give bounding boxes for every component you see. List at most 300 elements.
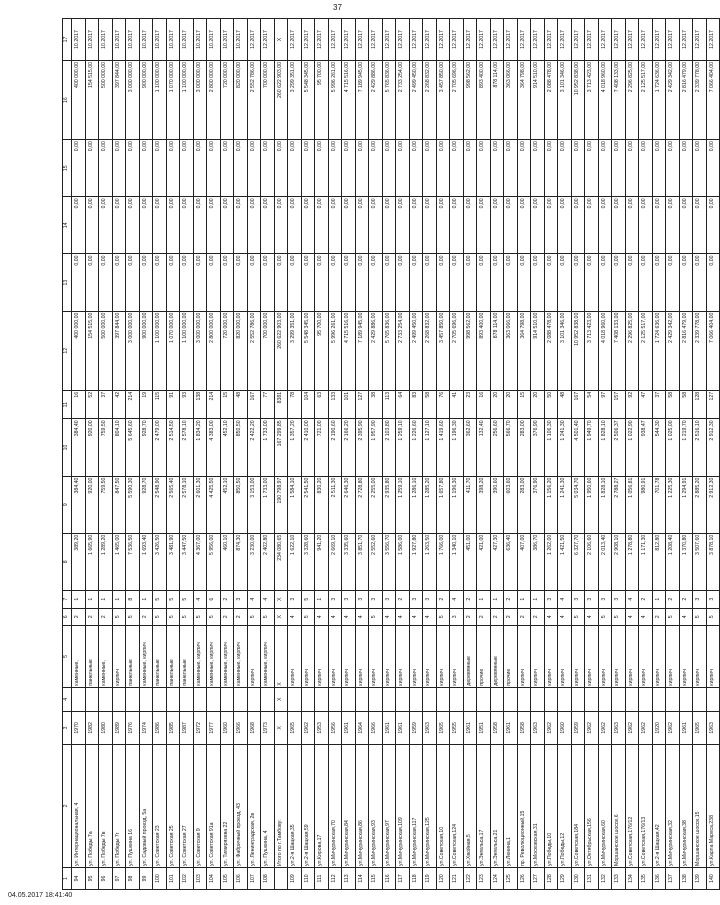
table-cell: ул. Советская 25: [166, 744, 180, 867]
table-cell: 138: [679, 868, 693, 890]
table-cell: 1960: [558, 711, 572, 744]
table-cell: 2 402,80: [261, 533, 275, 590]
table-row: [436, 19, 450, 890]
table-cell: кирпич: [450, 626, 464, 688]
table-cell: 4: [193, 590, 207, 608]
table-cell: 10.2017: [72, 19, 86, 61]
table-cell: 2 103,80: [382, 419, 396, 476]
table-cell: 0,00: [585, 254, 599, 311]
table-cell: ул. Садовый проезд, 5а: [139, 744, 153, 867]
table-cell: 128: [544, 868, 558, 890]
table-cell: 214: [207, 390, 221, 419]
table-cell: 5 645,60: [126, 419, 140, 476]
table-cell: 0,00: [261, 254, 275, 311]
table-cell: 720 000,00: [220, 311, 234, 390]
table-cell: 941,20: [315, 533, 329, 590]
table-cell: 58: [423, 390, 437, 419]
table-cell: панельные: [153, 626, 167, 688]
table-cell: 12.2017: [369, 19, 383, 61]
table-cell: 2 548,90: [153, 476, 167, 533]
table-cell: ул.Мичуринская,60: [598, 744, 612, 867]
table-cell: 1 657,80: [436, 476, 450, 533]
table-cell: 2 646,30: [342, 476, 356, 533]
table-cell: 0,00: [288, 197, 302, 254]
table-cell: 0,00: [706, 140, 720, 197]
table-cell: 0,00: [193, 197, 207, 254]
table-cell: [247, 687, 261, 711]
table-cell: 104: [301, 390, 315, 419]
table-cell: 1962: [585, 711, 599, 744]
table-cell: 15: [517, 390, 531, 419]
table-cell: кирпич: [544, 626, 558, 688]
column-number-cell: 15: [63, 140, 72, 197]
table-cell: 95: [85, 868, 99, 890]
table-cell: 4 383,00: [207, 419, 221, 476]
table-cell: 214: [126, 390, 140, 419]
table-cell: 0,00: [409, 140, 423, 197]
table-cell: ул. Победы 7в: [99, 744, 113, 867]
table-cell: 0,00: [436, 254, 450, 311]
table-cell: 0,00: [355, 197, 369, 254]
table-cell: 2: [504, 608, 518, 626]
table-cell: 1976: [126, 711, 140, 744]
table-cell: ул. Победы 7г: [112, 744, 126, 867]
table-cell: 5: [693, 608, 707, 626]
table-cell: 3 713 423,00: [585, 311, 599, 390]
table-cell: 0,00: [180, 254, 194, 311]
table-cell: ул.Хвойная,5: [463, 744, 477, 867]
header-row: [63, 19, 72, 890]
table-cell: X: [274, 19, 288, 61]
table-cell: 12.2017: [315, 19, 329, 61]
table-cell: 0,00: [85, 254, 99, 311]
table-cell: 4: [288, 608, 302, 626]
table-cell: 850,50: [234, 476, 248, 533]
table-cell: 4 018 960,00: [598, 60, 612, 139]
table-cell: 1959: [409, 711, 423, 744]
table-cell: 0,00: [85, 140, 99, 197]
table-cell: 920,00: [85, 476, 99, 533]
table-cell: 3 335,60: [342, 533, 356, 590]
table-cell: 700 000,00: [261, 311, 275, 390]
table-cell: ул.Мичуринская,117: [409, 744, 423, 867]
table-cell: 12.2017: [382, 19, 396, 61]
table-cell: 2 106,60: [585, 533, 599, 590]
table-cell: 127: [531, 868, 545, 890]
table-cell: 0,00: [382, 254, 396, 311]
table-cell: 0,00: [585, 197, 599, 254]
table-cell: Итого по г.Тамбову:: [274, 744, 288, 867]
table-cell: кирпич: [315, 626, 329, 688]
table-cell: 928,70: [139, 476, 153, 533]
table-cell: 820 000,00: [234, 60, 248, 139]
table-cell: 111: [315, 868, 329, 890]
table-cell: 5 590,30: [126, 476, 140, 533]
table-cell: 0,00: [99, 254, 113, 311]
table-cell: 126: [517, 868, 531, 890]
table-cell: 1 100 000,00: [180, 311, 194, 390]
table-cell: Моршанское шоссе,15: [693, 744, 707, 867]
table-cell: кирпич: [517, 626, 531, 688]
table-cell: 12.2017: [531, 19, 545, 61]
table-cell: 12.2017: [585, 19, 599, 61]
table-cell: 0,00: [639, 197, 653, 254]
table-cell: 850,50: [234, 419, 248, 476]
table-cell: 1963: [612, 711, 626, 744]
table-cell: 0,00: [328, 140, 342, 197]
table-cell: 0,00: [247, 140, 261, 197]
table-cell: 2 514,50: [166, 419, 180, 476]
table-row: [652, 19, 666, 890]
table-cell: 0,00: [396, 254, 410, 311]
table-row: [315, 19, 329, 890]
table-cell: 114: [355, 868, 369, 890]
table-cell: 1 834,20: [193, 419, 207, 476]
table-cell: 1: [139, 590, 153, 608]
table-cell: 4: [544, 608, 558, 626]
table-cell: деревянные: [463, 626, 477, 688]
table-cell: ул.Московская,31: [531, 744, 545, 867]
table-cell: 91: [166, 390, 180, 419]
table-cell: 1974: [139, 711, 153, 744]
table-cell: 1 357,20: [288, 419, 302, 476]
table-cell: 1963: [531, 711, 545, 744]
table-cell: 1 465,00: [112, 533, 126, 590]
table-cell: 878 114,00: [490, 60, 504, 139]
table-cell: 411,70: [463, 476, 477, 533]
table-cell: ул.Кирова,17: [315, 744, 329, 867]
table-cell: 4: [450, 590, 464, 608]
table-cell: 1986: [153, 711, 167, 744]
table-cell: 1 927,80: [409, 533, 423, 590]
table-cell: 0,00: [463, 254, 477, 311]
table-cell: 2 912,30: [706, 476, 720, 533]
table-cell: 167 299,85: [274, 419, 288, 476]
table-cell: 0,00: [639, 140, 653, 197]
table-cell: 3 000 000,00: [126, 311, 140, 390]
table-cell: 123: [477, 868, 491, 890]
table-cell: 96: [99, 868, 113, 890]
table-cell: 2 705 696,00: [450, 311, 464, 390]
table-cell: 23: [463, 390, 477, 419]
table-cell: 37: [652, 390, 666, 419]
table-cell: 566,70: [504, 419, 518, 476]
table-cell: 12.2017: [490, 19, 504, 61]
rotated-table-container: [62, 18, 715, 890]
table-cell: ул. Интернациональная, 4: [72, 744, 86, 867]
table-cell: 2 935,80: [382, 476, 396, 533]
table-cell: 452,10: [220, 476, 234, 533]
table-cell: 0,00: [247, 254, 261, 311]
table-cell: [261, 687, 275, 711]
table-cell: 0,00: [112, 197, 126, 254]
table-cell: ул. Ленинградская, 2в: [247, 744, 261, 867]
table-cell: 4: [382, 608, 396, 626]
table-cell: 4: [585, 608, 599, 626]
table-cell: 2 816 479,00: [679, 60, 693, 139]
table-cell: 1: [477, 590, 491, 608]
table-cell: 2 733 254,00: [396, 311, 410, 390]
table-cell: 2 800 000,00: [207, 60, 221, 139]
table-cell: 2 578,10: [180, 476, 194, 533]
table-cell: 137: [666, 868, 680, 890]
table-cell: 2 499 450,00: [409, 60, 423, 139]
table-cell: 0,00: [72, 254, 86, 311]
table-row: [585, 19, 599, 890]
table-cell: каменные, кирпич: [193, 626, 207, 688]
table-cell: 2: [72, 608, 86, 626]
table-cell: 10.2017: [207, 19, 221, 61]
table-cell: 376,90: [531, 476, 545, 533]
table-cell: ул.Советская,124: [450, 744, 464, 867]
column-number-cell: 11: [63, 390, 72, 419]
table-cell: 4: [315, 608, 329, 626]
table-cell: каменные, кирпич: [139, 626, 153, 688]
table-cell: 12.2017: [504, 19, 518, 61]
table-cell: [544, 687, 558, 711]
table-cell: 109: [288, 868, 302, 890]
table-cell: 95 700,00: [315, 60, 329, 139]
table-cell: 94: [72, 868, 86, 890]
table-cell: 0,00: [139, 254, 153, 311]
table-cell: ул.Мичуринская,86: [355, 744, 369, 867]
column-number-cell: 5: [63, 626, 72, 688]
table-cell: 2: [639, 590, 653, 608]
table-cell: 0,00: [450, 197, 464, 254]
table-cell: ул.Энгельса,17: [477, 744, 491, 867]
table-cell: 5 548 345,00: [301, 60, 315, 139]
table-cell: ул.Победы,12: [558, 744, 572, 867]
table-row: [369, 19, 383, 890]
table-cell: 3 328,60: [301, 533, 315, 590]
table-cell: 0,00: [544, 197, 558, 254]
table-cell: 363 066,00: [504, 60, 518, 139]
table-cell: [571, 687, 585, 711]
table-cell: 3 000 000,00: [193, 60, 207, 139]
table-cell: 0,00: [706, 197, 720, 254]
table-cell: 2: [666, 590, 680, 608]
table-cell: 0,00: [490, 197, 504, 254]
table-cell: ул. Победы 7а: [85, 744, 99, 867]
table-cell: 3: [571, 590, 585, 608]
table-cell: 1 421,50: [558, 533, 572, 590]
table-row: [598, 19, 612, 890]
table-cell: 139: [693, 868, 707, 890]
table-cell: 2: [220, 590, 234, 608]
table-cell: 0,00: [423, 254, 437, 311]
table-cell: 1920: [652, 711, 666, 744]
table-cell: кирпич: [247, 626, 261, 688]
table-cell: 0,00: [166, 140, 180, 197]
table-cell: 3 556,70: [382, 533, 396, 590]
table-row: [463, 19, 477, 890]
table-cell: кирпич: [612, 626, 626, 688]
table-cell: 2 816 479,00: [679, 311, 693, 390]
table-cell: кирпич: [342, 626, 356, 688]
table-cell: 113: [382, 390, 396, 419]
table-row: [99, 19, 113, 890]
table-cell: 2 499 450,00: [409, 311, 423, 390]
table-cell: 0,00: [193, 140, 207, 197]
table-cell: [612, 687, 626, 711]
table-cell: [166, 687, 180, 711]
table-cell: 4 018 960,00: [598, 311, 612, 390]
table-cell: 3 299 351,00: [288, 60, 302, 139]
table-cell: ул.Советская,176/13: [639, 744, 653, 867]
table-cell: 3 230,00: [247, 533, 261, 590]
table-cell: 10.2017: [112, 19, 126, 61]
table-cell: [423, 687, 437, 711]
table-cell: 0,00: [193, 254, 207, 311]
table-cell: 99: [139, 868, 153, 890]
table-cell: 154 515,00: [85, 60, 99, 139]
table-cell: [315, 687, 329, 711]
table-cell: 0,00: [612, 140, 626, 197]
table-cell: 3 878,10: [706, 533, 720, 590]
table-cell: 2: [504, 590, 518, 608]
table-cell: 2 296 825,00: [625, 60, 639, 139]
table-row: [531, 19, 545, 890]
table-cell: 2 395,90: [355, 419, 369, 476]
table-cell: 1 340,10: [450, 533, 464, 590]
table-cell: 0,00: [450, 254, 464, 311]
table-cell: кирпич: [396, 626, 410, 688]
table-cell: 8: [126, 590, 140, 608]
table-cell: 3 713 423,00: [585, 60, 599, 139]
table-cell: 0,00: [112, 140, 126, 197]
table-cell: 3: [355, 590, 369, 608]
table-cell: 0,00: [382, 140, 396, 197]
table-cell: 5: [369, 608, 383, 626]
table-cell: 260 622 903,00: [274, 60, 288, 139]
table-cell: 0,00: [369, 140, 383, 197]
table-cell: ул.Советская,10: [436, 744, 450, 867]
table-cell: 133: [328, 390, 342, 419]
table-cell: 0,00: [301, 254, 315, 311]
table-cell: 0,00: [301, 197, 315, 254]
table-cell: 2 885,20: [693, 476, 707, 533]
table-cell: 3 299 351,00: [288, 311, 302, 390]
table-cell: [679, 687, 693, 711]
table-cell: 134: [625, 868, 639, 890]
table-cell: 0,00: [355, 140, 369, 197]
table-cell: каменные, кирпич: [261, 626, 275, 688]
table-cell: 2 733 254,00: [396, 60, 410, 139]
table-cell: 4: [625, 608, 639, 626]
table-cell: 1: [652, 590, 666, 608]
table-cell: 3: [450, 608, 464, 626]
table-cell: 389,20: [72, 533, 86, 590]
table-cell: 0,00: [423, 140, 437, 197]
table-cell: 12.2017: [288, 19, 302, 61]
table-cell: 106: [234, 868, 248, 890]
column-number-cell: 14: [63, 197, 72, 254]
table-cell: 0,00: [288, 254, 302, 311]
table-cell: 1 259,10: [396, 476, 410, 533]
table-cell: ул.Мичуринская,32: [666, 744, 680, 867]
table-cell: 0,00: [72, 197, 86, 254]
table-cell: 0,00: [112, 254, 126, 311]
table-row: [328, 19, 342, 890]
table-cell: 38: [369, 390, 383, 419]
table-cell: 397 844,00: [112, 60, 126, 139]
table-cell: 2 429 342,00: [666, 60, 680, 139]
table-cell: 820 000,00: [234, 311, 248, 390]
table-cell: 998 562,00: [463, 311, 477, 390]
table-cell: 121: [450, 868, 464, 890]
table-cell: кирпич: [355, 626, 369, 688]
table-cell: 154 515,00: [85, 311, 99, 390]
table-cell: 0,00: [517, 254, 531, 311]
table-cell: 115: [153, 390, 167, 419]
table-cell: 1 070 000,00: [166, 311, 180, 390]
table-cell: 12.2017: [463, 19, 477, 61]
table-cell: 893 400,00: [477, 311, 491, 390]
table-cell: 7 189 945,00: [355, 311, 369, 390]
table-cell: 2 565,40: [166, 476, 180, 533]
table-cell: 7 066 404,00: [706, 60, 720, 139]
table-cell: X: [274, 626, 288, 688]
table-cell: 0,00: [490, 254, 504, 311]
table-cell: 451,00: [463, 533, 477, 590]
table-cell: 0,00: [396, 197, 410, 254]
table-cell: 1 285,20: [423, 476, 437, 533]
table-cell: 130: [571, 868, 585, 890]
table-cell: 0,00: [450, 140, 464, 197]
table-cell: кирпич: [706, 626, 720, 688]
table-cell: 0,00: [261, 197, 275, 254]
table-cell: [139, 687, 153, 711]
table-cell: 0,00: [544, 140, 558, 197]
table-cell: 1: [490, 590, 504, 608]
table-cell: 1972: [193, 711, 207, 744]
table-cell: 2 339 778,00: [693, 60, 707, 139]
table-cell: 407,00: [517, 533, 531, 590]
page-number: 37: [333, 3, 342, 12]
table-cell: 12.2017: [544, 19, 558, 61]
table-cell: 914 510,00: [531, 311, 545, 390]
table-cell: 12.2017: [261, 19, 275, 61]
table-cell: 58: [666, 390, 680, 419]
table-cell: 1962: [301, 711, 315, 744]
table-cell: 127: [355, 390, 369, 419]
table-cell: панельные: [126, 626, 140, 688]
table-cell: 1963: [423, 711, 437, 744]
column-number-cell: 9: [63, 476, 72, 533]
table-cell: 2: [679, 590, 693, 608]
table-cell: [396, 687, 410, 711]
table-cell: 1961: [382, 711, 396, 744]
table-cell: ул.Ленина,1: [504, 744, 518, 867]
table-cell: 115: [369, 868, 383, 890]
table-cell: 8381: [274, 390, 288, 419]
table-cell: 812,80: [652, 533, 666, 590]
table-cell: ул. Пушкина, 4: [261, 744, 275, 867]
table-cell: 78: [288, 390, 302, 419]
table-cell: 108: [261, 868, 275, 890]
table-cell: 376,90: [531, 419, 545, 476]
table-cell: 47: [639, 390, 653, 419]
table-cell: [220, 687, 234, 711]
table-cell: 0,00: [369, 254, 383, 311]
table-cell: 363 066,00: [504, 311, 518, 390]
table-cell: [126, 687, 140, 711]
table-cell: 105: [220, 868, 234, 890]
table-cell: 0,00: [504, 197, 518, 254]
table-row: [571, 19, 585, 890]
table-cell: 0,00: [315, 254, 329, 311]
table-cell: 5: [153, 590, 167, 608]
